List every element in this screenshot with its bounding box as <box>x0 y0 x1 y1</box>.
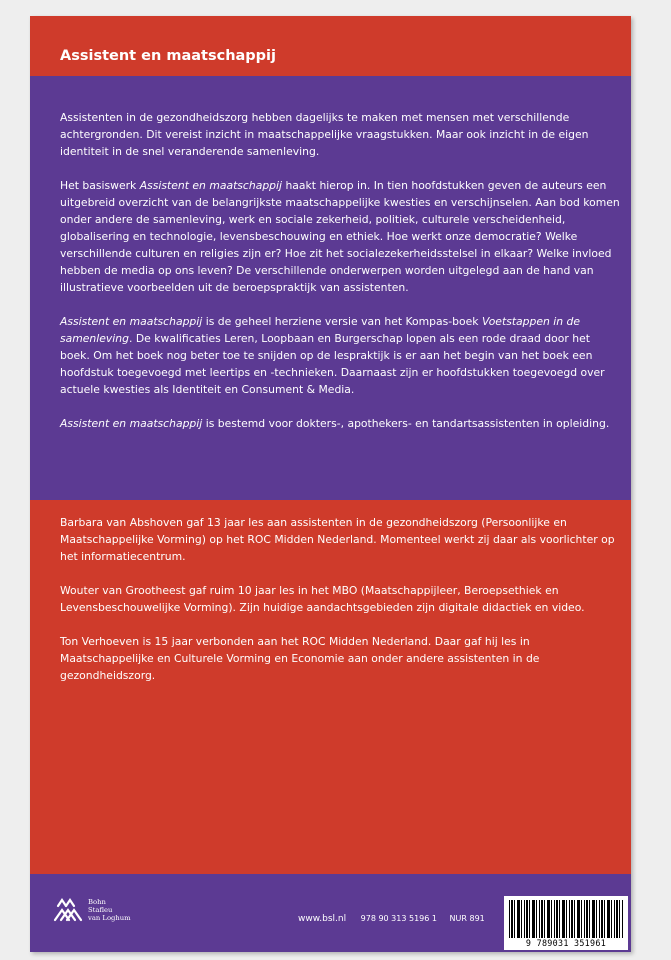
publisher-logo <box>52 890 162 930</box>
blurb-paragraph-4 <box>60 415 620 432</box>
blurb-p3-text: . De kwalificaties Leren, Loopbaan en Burgerschap lopen als een rode draad door het boek. Om het boek nog beter toe te snijden op de lespraktijk is er aan het begin van het boek een hoofdstuk toegevoegd met leertips en -technieken. Daarnaast zijn er hoofdstukken toegevoegd over actuele kwesties als Identiteit en Consument & Media. <box>60 332 605 396</box>
bsl-logo-icon <box>52 896 84 924</box>
publisher-line: van Loghum <box>88 914 131 922</box>
blurb-p2-text: haakt hierop in. In tien hoofdstukken geven de auteurs een uitgebreid overzicht van de belangrijkste maatschappelijke kwesties en verschijnselen. Aan bod komen onder andere de samenleving, werk en sociale zekerheid, politiek, culturele verscheidenheid, globalisering en technologie, levensbeschouwing en ethiek. Hoe werkt onze democratie? Welke verschillende culturen en religies zijn er? Hoe zit het socialezekerheidsstelsel in elkaar? Welke invloed hebben de media op ons leven? De verschillende onderwerpen worden uitgelegd aan de hand van illustratieve voorbeelden uit de beroepspraktijk van assistenten. <box>60 179 620 294</box>
book-title: Assistent en maatschappij <box>60 48 276 64</box>
isbn: 978 90 313 5196 1 <box>360 914 437 923</box>
blurb-paragraph-2 <box>60 177 620 296</box>
blurb-paragraph-1: Assistenten in de gezondheidszorg hebben dagelijks te maken met mensen met verschillende achtergronden. Dit vereist inzicht in maatschappelijke vraagstukken. Maar ook inzicht in de eigen identiteit in de snel veranderende samenleving. <box>60 111 589 158</box>
title-band <box>30 16 631 76</box>
barcode <box>504 896 628 950</box>
blurb-paragraph-3 <box>60 313 620 398</box>
blurb <box>60 109 620 449</box>
publisher-url: www.bsl.nl <box>298 914 347 924</box>
blurb-p4-title: Assistent en maatschappij <box>60 417 203 430</box>
barcode-bars <box>509 900 623 938</box>
book-back-cover <box>30 16 631 952</box>
blurb-p3-mid: is de geheel herziene versie van het Kompas-boek <box>202 315 482 328</box>
author-bio: Barbara van Abshoven gaf 13 jaar les aan assistenten in de gezondheidszorg (Persoonlijke en Maatschappelijke Vorming) op het ROC Midden Nederland. Momenteel werkt zij daar als voorlichter op het informatiecentrum. <box>60 516 615 563</box>
cover-footer <box>30 874 631 952</box>
author-bio: Wouter van Grootheest gaf ruim 10 jaar les in het MBO (Maatschappijleer, Beroepsethiek en Levensbeschouwelijke Vorming). Zijn huidige aandachtsgebieden zijn digitale didactiek en video. <box>60 584 585 614</box>
publisher-line: Stafleu <box>88 906 113 914</box>
blurb-p3-title: Assistent en maatschappij <box>60 315 203 328</box>
book-meta <box>298 914 485 924</box>
publisher-name <box>88 898 131 922</box>
barcode-digits: 9 789031 351961 <box>525 938 607 948</box>
author-bio: Ton Verhoeven is 15 jaar verbonden aan het ROC Midden Nederland. Daar gaf hij les in Maatschappelijke en Culturele Vorming en Economie aan onder andere assistenten in de gezondheidszorg. <box>60 635 540 682</box>
blurb-p2-lead: Het basiswerk <box>60 179 140 192</box>
blurb-p3-title-2: Voetstappen in de samenleving <box>60 315 581 345</box>
blurb-p2-title: Assistent en maatschappij <box>139 179 283 192</box>
blurb-p4-text: is bestemd voor dokters-, apothekers- en tandartsassistenten in opleiding. <box>202 417 610 430</box>
authors-section <box>30 500 631 874</box>
publisher-line: Bohn <box>88 898 106 906</box>
nur-code: NUR 891 <box>449 914 485 923</box>
